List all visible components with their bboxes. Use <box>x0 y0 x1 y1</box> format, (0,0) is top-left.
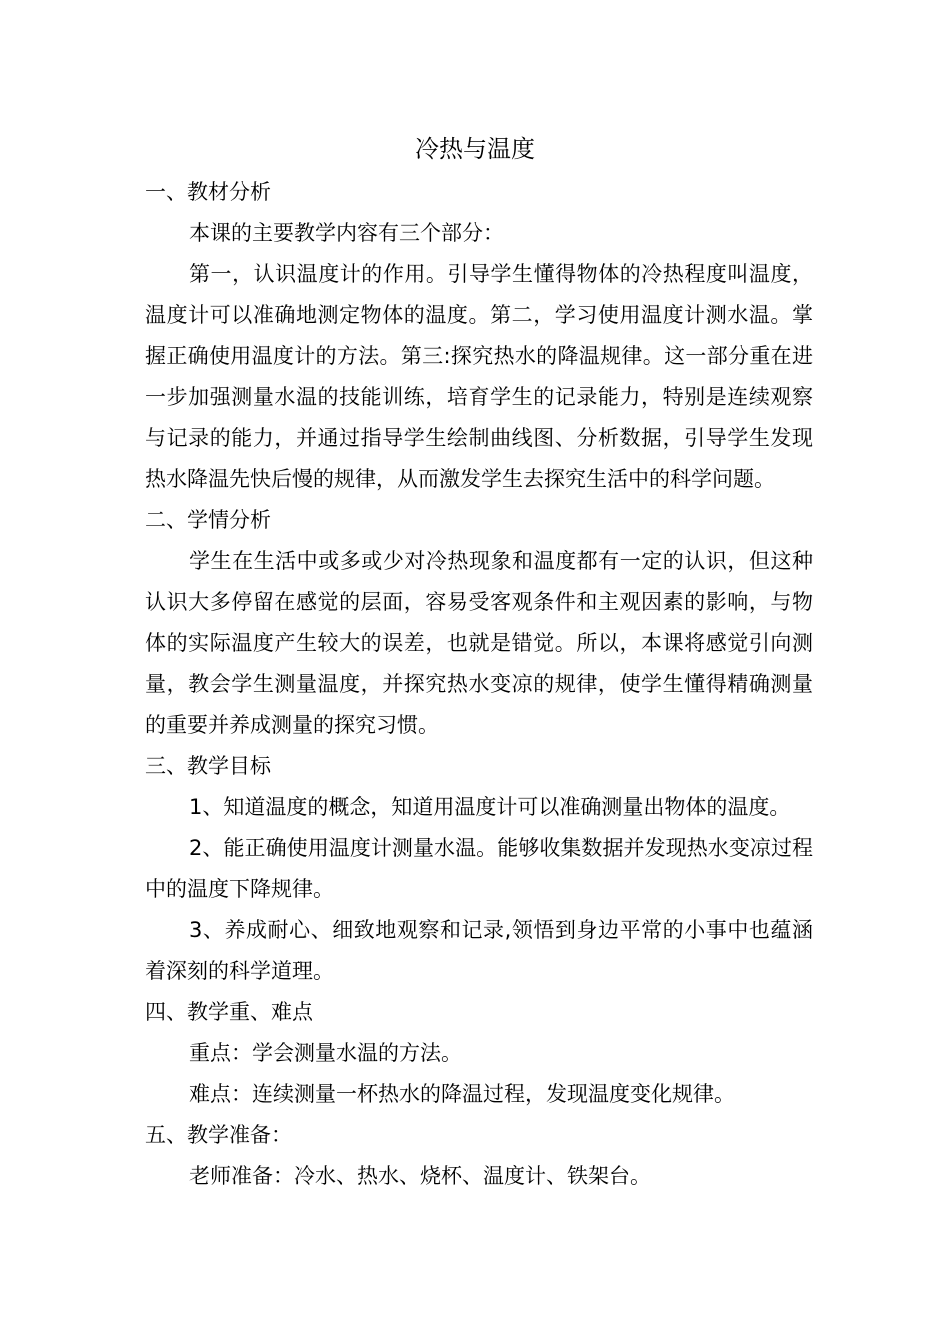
paragraph-student-analysis: 学生在生活中或多或少对冷热现象和温度都有一定的认识，但这种认识大多停留在感觉的层面，容易受客观条件和主观因素的影响，与物体的实际温度产生较大的误差，也就是错觉。所以，本课将感觉引向测量，教会学生测量温度，并探究热水变凉的规律，使学生懂得精确测量的重要并养成测量的探究习惯。 <box>145 549 813 737</box>
goal-item-3: 3、养成耐心、细致地观察和记录,领悟到身边平常的小事中也蕴涵着深刻的科学道理。 <box>145 918 813 983</box>
section-heading-student-analysis: 二、学情分析 <box>145 508 271 532</box>
paragraph-content-details: 第一，认识温度计的作用。引导学生懂得物体的冷热程度叫温度，温度计可以准确地测定物体的温度。第二，学习使用温度计测水温。掌握正确使用温度计的方法。第三:探究热水的降温规律。这一部分重在进一步加强测量水温的技能训练，培育学生的记录能力，特别是连续观察与记录的能力，并通过指导学生绘制曲线图、分析数据，引导学生发现热水降温先快后慢的规律，从而激发学生去探究生活中的科学问题。 <box>145 262 813 491</box>
section-heading-preparation: 五、教学准备： <box>145 1123 292 1147</box>
section-heading-teaching-goals: 三、教学目标 <box>145 754 271 778</box>
key-point: 重点：学会测量水温的方法。 <box>189 1041 462 1065</box>
goal-item-2: 2、能正确使用温度计测量水温。能够收集数据并发现热水变凉过程中的温度下降规律。 <box>145 836 813 901</box>
teacher-preparation: 老师准备：冷水、热水、烧杯、温度计、铁架台。 <box>189 1164 651 1188</box>
goal-item-1: 1、知道温度的概念，知道用温度计可以准确测量出物体的温度。 <box>189 795 791 819</box>
section-heading-key-points: 四、教学重、难点 <box>145 1000 313 1024</box>
document-body <box>145 172 813 1197</box>
document-title: 冷热与温度 <box>415 135 535 163</box>
difficult-point: 难点：连续测量一杯热水的降温过程，发现温度变化规律。 <box>189 1082 735 1106</box>
paragraph-content-overview: 本课的主要教学内容有三个部分： <box>189 221 504 245</box>
section-heading-textbook-analysis: 一、教材分析 <box>145 180 271 204</box>
